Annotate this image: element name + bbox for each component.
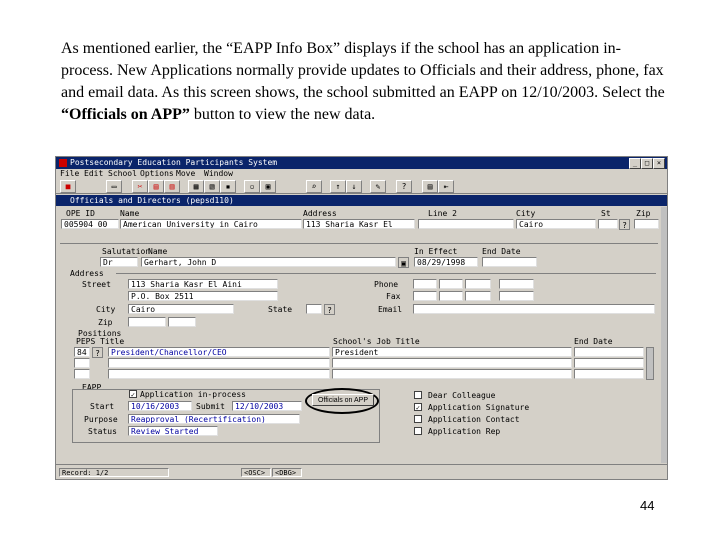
state-lookup-icon[interactable]: ? [324,304,335,315]
email-label: Email [378,305,403,314]
dear-colleague-label: Dear Colleague [428,391,496,400]
lookup-icon[interactable]: ? [619,219,630,230]
menu-move[interactable]: Move [176,169,196,178]
city-address-label: City [96,305,116,314]
record-indicator: Record: 1/2 [59,468,169,477]
job-title-field-2[interactable] [332,358,572,368]
phone-area-field[interactable] [439,279,463,289]
application-rep-label: Application Rep [428,427,501,436]
toolbar [56,179,667,194]
window-title: Postsecondary Education Participants System [70,158,278,167]
address-city-field[interactable]: Cairo [128,304,234,314]
menu-window[interactable]: Window [204,169,233,178]
application-contact-checkbox[interactable] [414,415,422,423]
calendar-icon[interactable]: ▣ [398,257,409,268]
query-icon[interactable]: ▫ [244,180,260,193]
job-title-label: School's Job Title [333,337,420,346]
phone-number-field[interactable] [465,279,491,289]
school-zip-field[interactable] [634,219,659,229]
eapp-status-field[interactable]: Review Started [128,426,218,436]
application-inprocess-checkbox[interactable]: ✓ [130,391,136,399]
minimize-icon[interactable]: _ [629,158,641,169]
menu-school[interactable]: School [108,169,137,178]
school-city-field[interactable]: Cairo [516,219,596,229]
peps-title-field-3[interactable] [108,369,330,379]
state-label: St [601,209,611,218]
address-label: Address [303,209,337,218]
peps-window [55,156,668,480]
positions-end-date-label: End Date [574,337,613,346]
find-icon[interactable]: ⌕ [306,180,322,193]
salutation-field[interactable]: Dr [100,257,138,267]
phone-label: Phone [374,280,399,289]
eapp-label: EAPP [82,383,102,392]
position-end-date-field[interactable] [574,347,644,357]
in-effect-label: In Effect [414,247,458,256]
peps-title-field[interactable]: President/Chancellor/CEO [108,347,330,357]
name-label: Name [120,209,140,218]
status-label: Status [88,427,117,436]
purpose-label: Purpose [84,415,118,424]
in-effect-field[interactable]: 08/29/1998 [414,257,478,267]
street-label: Street [82,280,111,289]
address-zip-field[interactable] [128,317,166,327]
address-divider [116,273,656,274]
instruction-paragraph [61,38,671,126]
fax-ext-field[interactable] [499,291,534,301]
email-field[interactable] [413,304,655,314]
official-end-date-field[interactable] [482,257,537,267]
instruction-text-bold: “Officials on APP” [61,106,190,123]
street2-field[interactable]: P.O. Box 2511 [128,291,278,301]
list-icon[interactable]: ▤ [422,180,438,193]
salutation-label: Salutation [102,247,151,256]
maximize-icon[interactable]: □ [641,158,653,169]
line2-label: Line 2 [428,209,457,218]
start-date-field[interactable]: 10/16/2003 [128,401,192,411]
position-end-date-field-2[interactable] [574,358,644,368]
peps-title-field-2[interactable] [108,358,330,368]
ope-id-field[interactable]: 005904 00 [61,219,119,229]
phone-country-field[interactable] [413,279,437,289]
fax-number-field[interactable] [465,291,491,301]
address-zip-label: Zip [98,318,113,327]
official-name-field[interactable]: Gerhart, John D [141,257,396,267]
job-title-field[interactable]: President [332,347,572,357]
position-lookup-icon[interactable]: ? [92,347,103,358]
page-number: 44 [640,498,655,513]
application-contact-label: Application Contact [428,415,520,424]
form-title-bar [56,195,667,206]
menu-file[interactable]: File [60,169,80,178]
address-section-label: Address [70,269,104,278]
exit-form-icon[interactable]: ⇤ [438,180,454,193]
application-inprocess-label: Application in-process [140,390,246,399]
menu-edit[interactable]: Edit [84,169,104,178]
school-address-field[interactable]: 113 Sharia Kasr El [303,219,415,229]
paste-icon[interactable]: ▥ [164,180,180,193]
help-icon[interactable]: ? [396,180,412,193]
form-title: Officials and Directors (pepsd110) [70,196,234,205]
positions-scrollbar[interactable] [646,347,654,380]
instruction-text-2: button to view the new data. [189,106,376,123]
divider [60,243,658,244]
application-rep-checkbox[interactable] [414,427,422,435]
position-code-field-2[interactable] [74,358,90,368]
city-label: City [516,209,536,218]
purpose-field[interactable]: Reapproval (Recertification) [128,414,300,424]
cut-icon[interactable]: ✂ [132,180,148,193]
address-zip4-field[interactable] [168,317,196,327]
submit-date-field[interactable]: 12/10/2003 [232,401,302,411]
edit-icon[interactable]: ✎ [370,180,386,193]
close-icon[interactable]: × [653,158,665,169]
osc-indicator: <OSC> [241,468,271,477]
job-title-field-3[interactable] [332,369,572,379]
menu-bar [56,169,667,179]
school-name-field[interactable]: American University in Cairo [120,219,302,229]
end-date-label: End Date [482,247,521,256]
address-state-field[interactable] [306,304,322,314]
delete-record-icon[interactable]: ▧ [204,180,220,193]
copy-icon[interactable]: ▤ [148,180,164,193]
save-icon[interactable]: ▪ [220,180,236,193]
positions-label: Positions [78,329,122,338]
application-signature-label: Application Signature [428,403,530,412]
officials-on-app-button[interactable]: Officials on APP [312,394,374,406]
peps-title-label: PEPS Title [76,337,125,346]
execute-icon[interactable]: ▣ [260,180,276,193]
start-label: Start [90,402,115,411]
fax-country-field[interactable] [413,291,437,301]
print-icon[interactable]: ▭ [106,180,122,193]
official-name-label: Name [148,247,168,256]
exit-icon[interactable]: ■ [60,180,76,193]
zip-label: Zip [636,209,651,218]
app-icon [59,159,67,167]
position-code-field[interactable]: 84 [74,347,90,357]
position-code-field-3[interactable] [74,369,90,379]
title-bar [56,157,667,169]
menu-options[interactable]: Options [140,169,174,178]
insert-record-icon[interactable]: ▦ [188,180,204,193]
fax-label: Fax [386,292,401,301]
down-arrow-icon[interactable]: ↓ [346,180,362,193]
phone-ext-field[interactable] [499,279,534,289]
school-state-field[interactable] [598,219,618,229]
position-end-date-field-3[interactable] [574,369,644,379]
submit-label: Submit [196,402,225,411]
officials-form [56,207,661,463]
window-scrollbar[interactable] [661,207,667,463]
school-line2-field[interactable] [418,219,514,229]
dear-colleague-checkbox[interactable] [414,391,422,399]
application-signature-checkbox[interactable]: ✓ [415,404,421,412]
up-arrow-icon[interactable]: ↑ [330,180,346,193]
ope-id-label: OPE ID [66,209,95,218]
fax-area-field[interactable] [439,291,463,301]
street-field[interactable]: 113 Sharia Kasr El Aini [128,279,278,289]
dbg-indicator: <DBG> [272,468,302,477]
status-bar [56,464,667,480]
instruction-text-1: As mentioned earlier, the “EAPP Info Box” displays if the school has an application in-process. New Applications normally provide updates to Officials and their address, phone, fax and email data. As this screen shows, the school submitted an EAPP on 12/10/2003. Select the [61,40,665,101]
address-state-label: State [268,305,293,314]
